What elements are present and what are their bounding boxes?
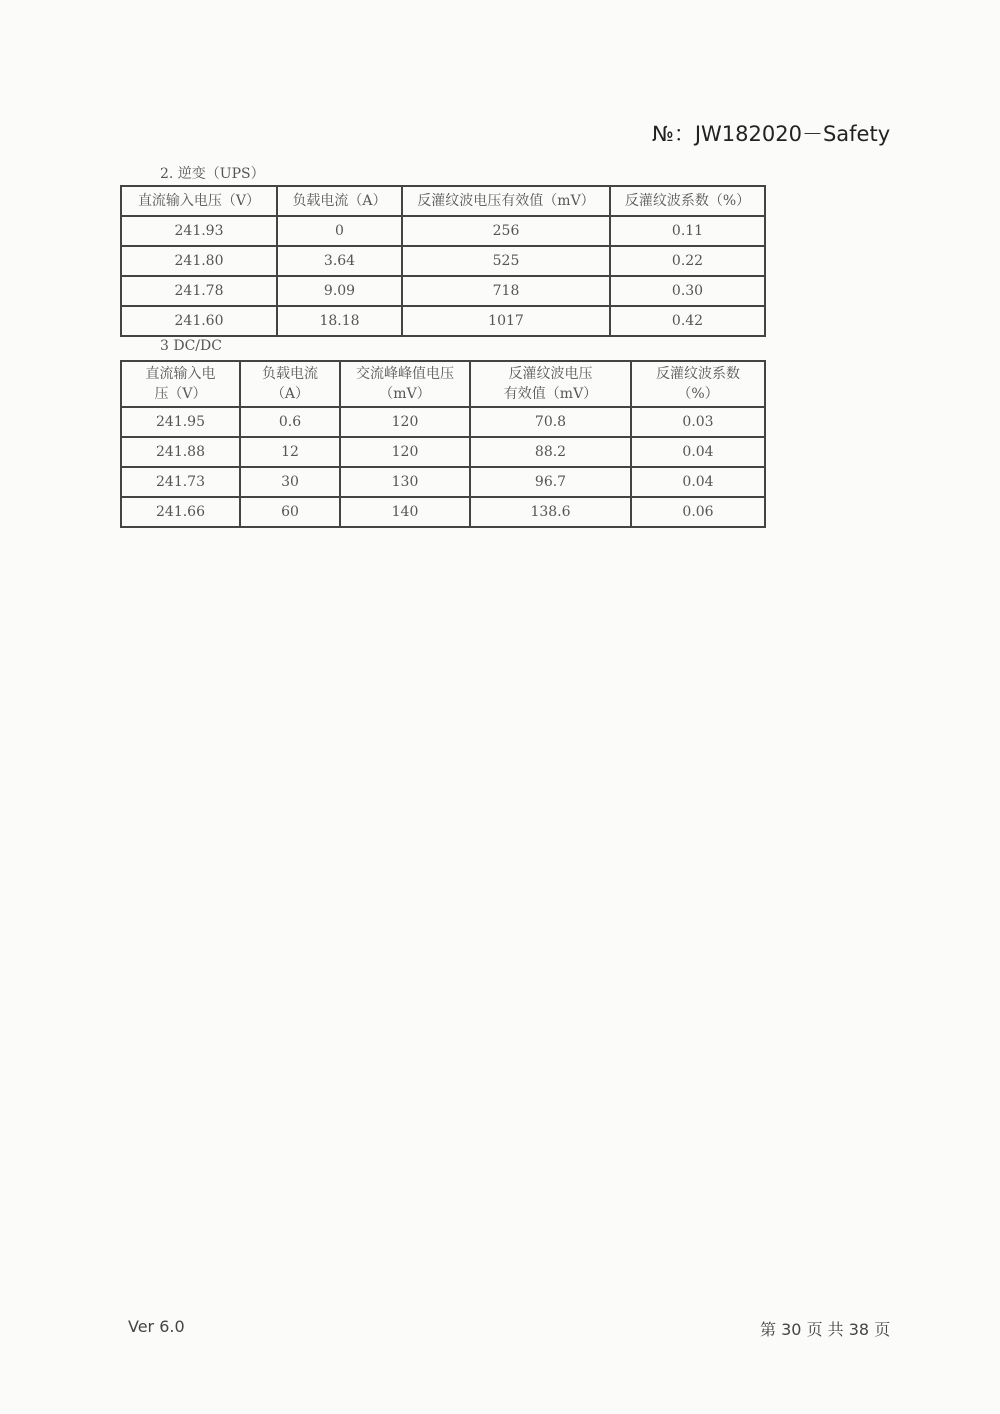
table-cell: 88.2 (470, 437, 631, 467)
table-cell: 60 (240, 497, 340, 527)
column-header: 反灌纹波电压 有效值（mV） (470, 361, 631, 407)
table-cell: 0.6 (240, 407, 340, 437)
table-cell: 120 (340, 437, 470, 467)
table-cell: 12 (240, 437, 340, 467)
table-header-row (121, 186, 765, 216)
column-header: 直流输入电压（V） (121, 186, 277, 216)
page-suffix: 页 (874, 1320, 891, 1339)
page-prefix: 第 (760, 1320, 777, 1339)
table-cell: 241.78 (121, 276, 277, 306)
column-header: 反灌纹波电压有效值（mV） (402, 186, 610, 216)
column-header: 交流峰峰值电压 （mV） (340, 361, 470, 407)
table-row (121, 467, 765, 497)
table-cell: 138.6 (470, 497, 631, 527)
table-cell: 0.06 (631, 497, 765, 527)
table-cell: 30 (240, 467, 340, 497)
table-cell: 140 (340, 497, 470, 527)
table-cell: 0.22 (610, 246, 765, 276)
dcdc-ripple-table (120, 360, 766, 528)
column-header: 负载电流（A） (277, 186, 402, 216)
version-label: Ver 6.0 (128, 1317, 185, 1336)
table-cell: 241.95 (121, 407, 240, 437)
table-cell: 241.66 (121, 497, 240, 527)
table-row (121, 407, 765, 437)
table-cell: 241.73 (121, 467, 240, 497)
table-cell: 256 (402, 216, 610, 246)
table-cell: 0.11 (610, 216, 765, 246)
table-cell: 0.30 (610, 276, 765, 306)
table-cell: 0.04 (631, 467, 765, 497)
table-cell: 241.93 (121, 216, 277, 246)
column-header: 负载电流 （A） (240, 361, 340, 407)
table-cell: 0.42 (610, 306, 765, 336)
table-cell: 0.03 (631, 407, 765, 437)
section-title-dcdc: 3 DC/DC (160, 338, 222, 354)
column-header: 直流输入电 压（V） (121, 361, 240, 407)
table-row (121, 497, 765, 527)
table-cell: 718 (402, 276, 610, 306)
current-page: 30 (781, 1320, 802, 1339)
table-cell: 96.7 (470, 467, 631, 497)
table-cell: 0 (277, 216, 402, 246)
table-cell: 525 (402, 246, 610, 276)
table-cell: 241.80 (121, 246, 277, 276)
table-cell: 1017 (402, 306, 610, 336)
table-cell: 120 (340, 407, 470, 437)
ups-ripple-table (120, 185, 766, 337)
document-number: №：JW182020－Safety (652, 122, 891, 146)
table-cell: 241.60 (121, 306, 277, 336)
table-row (121, 216, 765, 246)
table-cell: 9.09 (277, 276, 402, 306)
page-indicator (760, 1317, 890, 1340)
table-header-row (121, 361, 765, 407)
total-pages: 38 (848, 1320, 870, 1339)
table-cell: 130 (340, 467, 470, 497)
column-header: 反灌纹波系数 （%） (631, 361, 765, 407)
table-cell: 18.18 (277, 306, 402, 336)
table-row (121, 306, 765, 336)
table-cell: 70.8 (470, 407, 631, 437)
table-cell: 0.04 (631, 437, 765, 467)
table-cell: 241.88 (121, 437, 240, 467)
page-separator: 页 共 (806, 1320, 844, 1339)
section-title-ups: 2. 逆变（UPS） (160, 166, 265, 182)
table-row (121, 246, 765, 276)
column-header: 反灌纹波系数（%） (610, 186, 765, 216)
table-row (121, 437, 765, 467)
table-row (121, 276, 765, 306)
table-cell: 3.64 (277, 246, 402, 276)
